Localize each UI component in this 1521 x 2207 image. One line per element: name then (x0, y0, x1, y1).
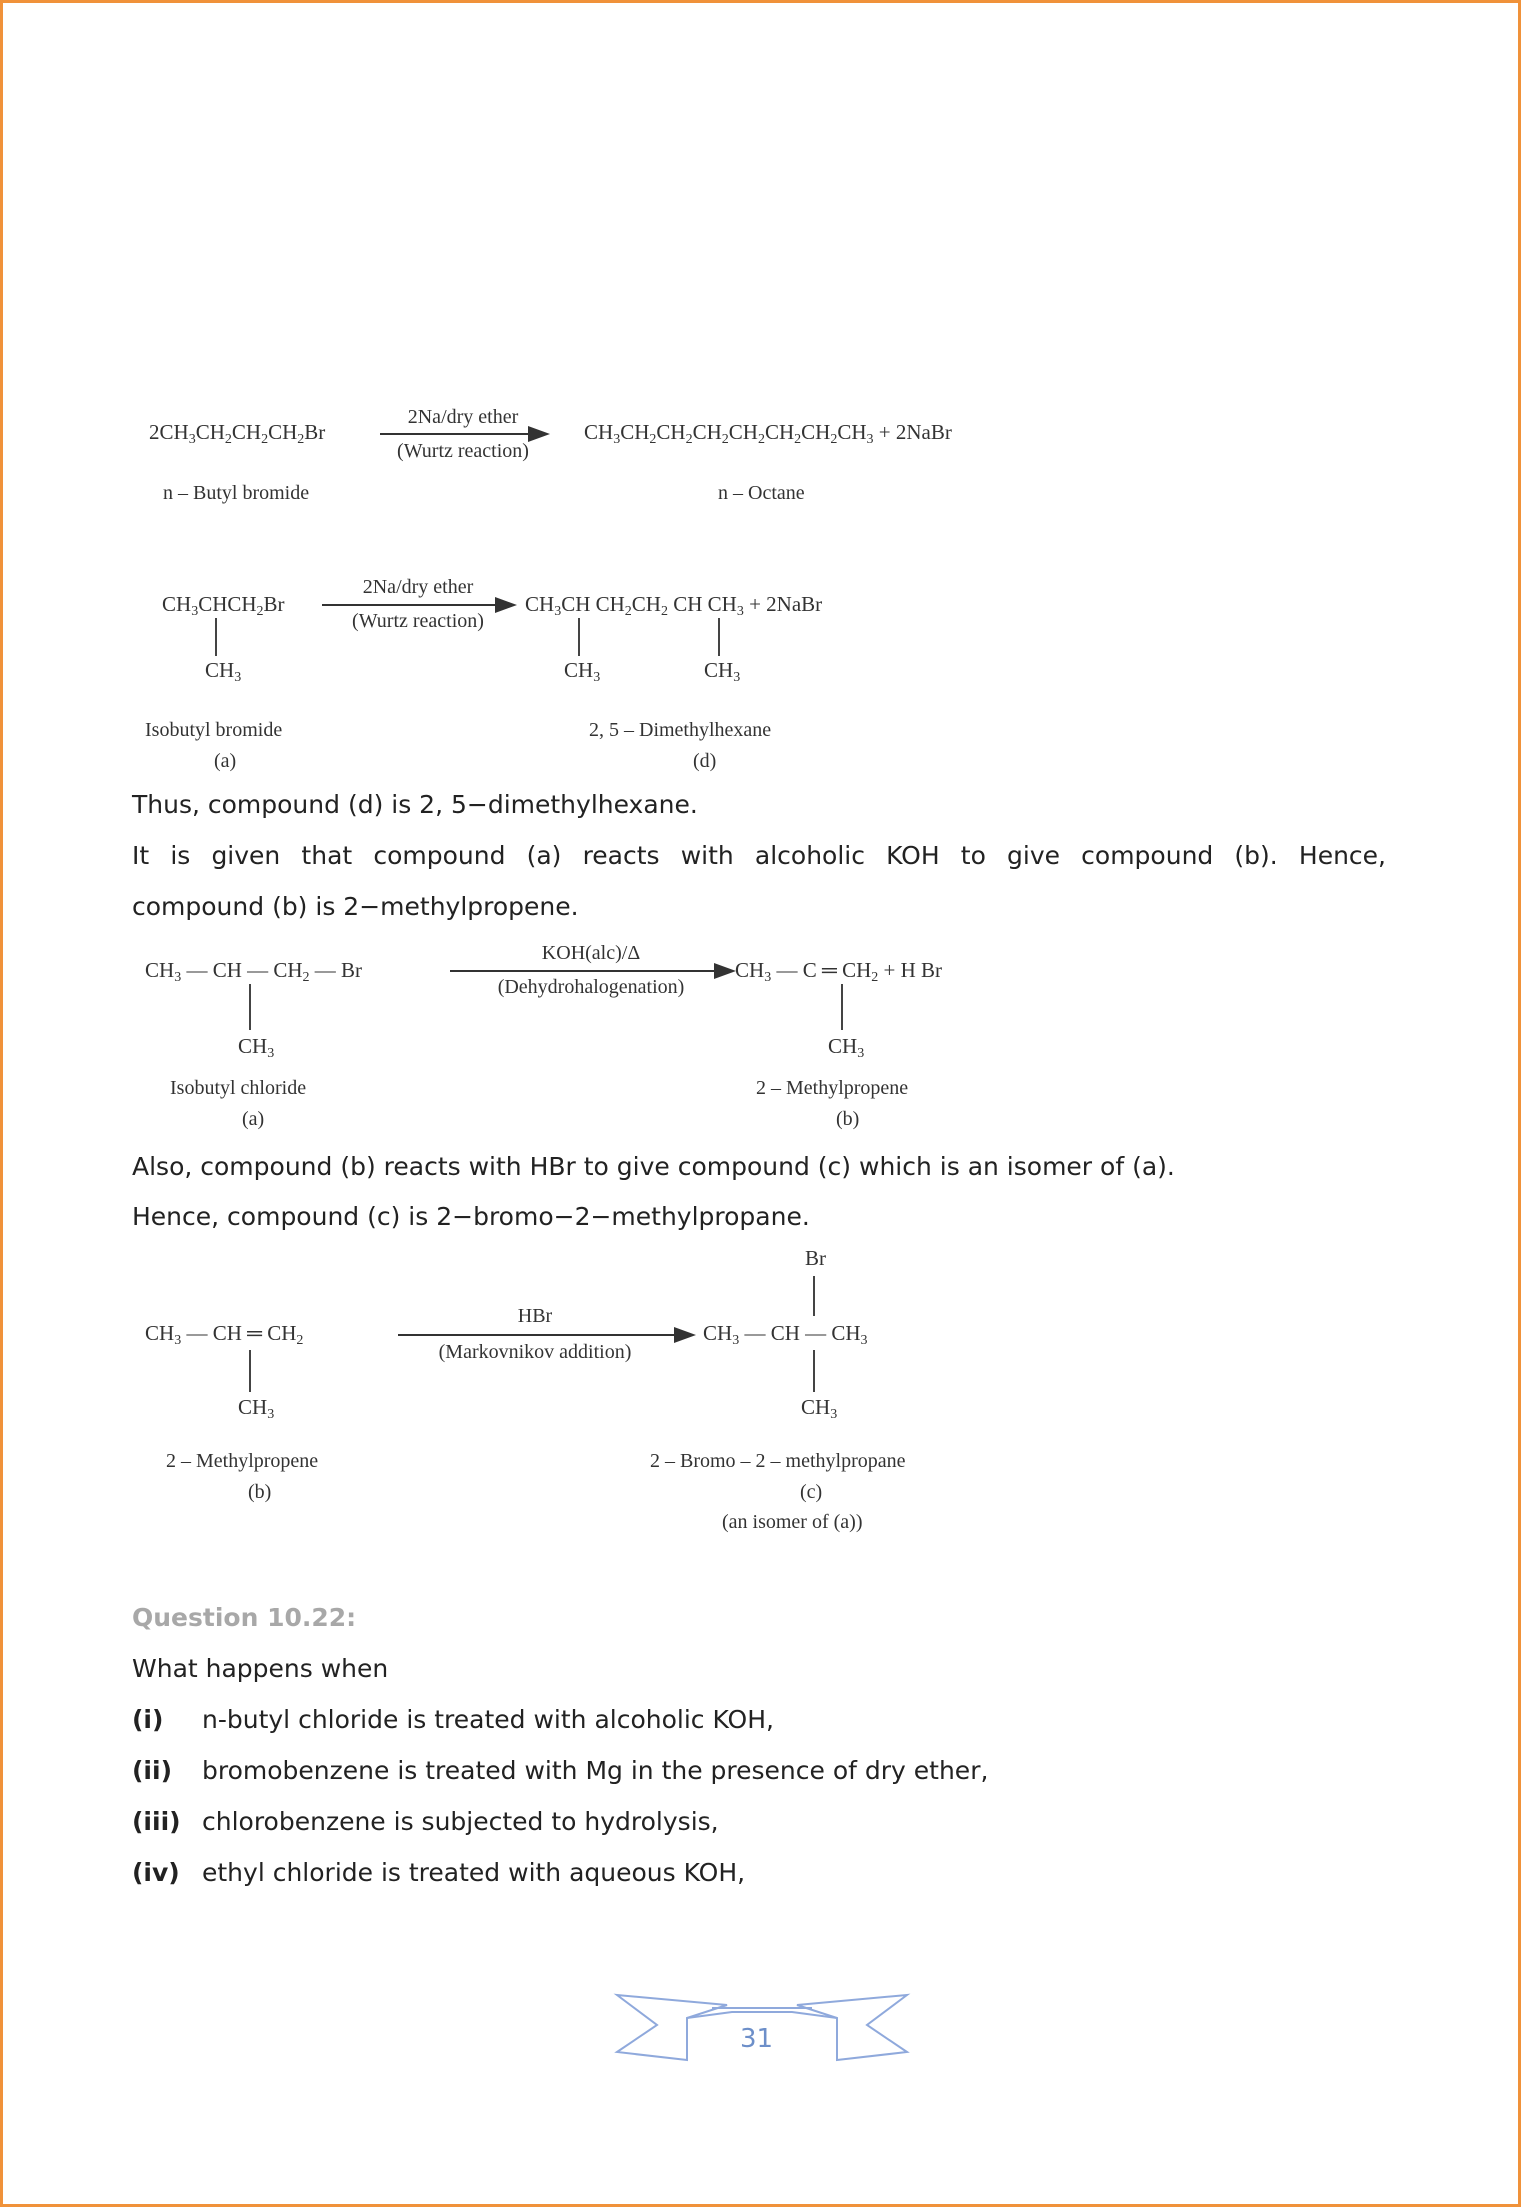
reactant-formula: $CH_3CHCH_2Br$ (162, 592, 285, 619)
item-text: ethyl chloride is treated with aqueous KOH, (202, 1858, 746, 1887)
product-name: 2 – Bromo – 2 – methylpropane (650, 1450, 906, 1472)
product-branch: $CH_3$ (801, 1395, 838, 1422)
product-tag: (c) (800, 1481, 823, 1503)
reaction-arrow (398, 1334, 692, 1336)
item-text: chlorobenzene is subjected to hydrolysis, (202, 1807, 719, 1836)
condition-above: 2Na/dry ether (407, 406, 519, 428)
reaction-arrow (380, 433, 546, 435)
reactant-formula: $2CH_3CH_2CH_2CH_2Br$ (149, 420, 326, 447)
product-tag: (d) (693, 750, 717, 772)
reactant-name: 2 – Methylpropene (166, 1450, 319, 1472)
reactant-tag: (a) (214, 750, 237, 772)
item-text: bromobenzene is treated with Mg in the presence of dry ether, (202, 1756, 989, 1785)
reactant-branch: $CH_3$ (205, 658, 242, 685)
question-intro: What happens when (132, 1654, 389, 1683)
bond-line (718, 618, 720, 656)
question-item (132, 1756, 988, 1785)
product-formula: $CH_3$ — CH — $CH_3$ (703, 1321, 868, 1348)
product-formula: $CH_3CH$ $CH_2CH_2$ CH $CH_3$ + 2NaBr (525, 592, 823, 619)
condition-above: 2Na/dry ether (362, 576, 474, 598)
reactant-tag: (b) (248, 1481, 272, 1503)
product-branch-1: $CH_3$ (564, 658, 601, 685)
condition-below: (Markovnikov addition) (438, 1341, 632, 1363)
bond-line (841, 984, 843, 1030)
bond-line (249, 1350, 251, 1392)
reactant-name: Isobutyl bromide (145, 719, 283, 741)
product-branch: $CH_3$ (828, 1034, 865, 1061)
product-note: (an isomer of (a)) (722, 1511, 863, 1533)
bond-line (249, 984, 251, 1030)
question-title: Question 10.22: (132, 1603, 357, 1632)
reactant-name: n – Butyl bromide (163, 482, 310, 504)
reactant-tag: (a) (242, 1108, 265, 1130)
question-item (132, 1807, 719, 1836)
product-tag: (b) (836, 1108, 860, 1130)
reactant-branch: $CH_3$ (238, 1034, 275, 1061)
paragraph: It is given that compound (a) reacts with alcoholic KOH to give compound (b). Hence, (132, 841, 1386, 870)
item-text: n-butyl chloride is treated with alcoholic KOH, (202, 1705, 774, 1734)
question-item (132, 1858, 745, 1887)
paragraph: Hence, compound (c) is 2−bromo−2−methylpropane. (132, 1202, 810, 1231)
reactant-formula: $CH_3$ — CH — $CH_2$ — Br (145, 958, 363, 985)
paragraph: Thus, compound (d) is 2, 5−dimethylhexane. (132, 790, 698, 819)
product-name: n – Octane (718, 482, 805, 504)
item-number: (iii) (132, 1807, 181, 1836)
condition-below: (Wurtz reaction) (397, 440, 529, 462)
paragraph: compound (b) is 2−methylpropene. (132, 892, 579, 921)
reactant-name: Isobutyl chloride (170, 1077, 307, 1099)
item-number: (ii) (132, 1756, 172, 1785)
reaction-arrow (322, 604, 513, 606)
product-name: 2 – Methylpropene (756, 1077, 909, 1099)
product-branch-2: $CH_3$ (704, 658, 741, 685)
question-item (132, 1705, 774, 1734)
paragraph: Also, compound (b) reacts with HBr to give compound (c) which is an isomer of (a). (132, 1152, 1175, 1181)
condition-above: KOH(alc)/Δ (541, 942, 641, 964)
product-formula: $CH_3$ — C ═ $CH_2 + H$ Br (735, 958, 943, 985)
product-formula: $CH_3CH_2CH_2CH_2CH_2CH_2CH_2CH_3$ + 2NaBr (584, 420, 952, 447)
condition-below: (Dehydrohalogenation) (497, 976, 685, 998)
page-number: 31 (740, 2024, 774, 2054)
product-top: Br (805, 1246, 826, 1270)
item-number: (iv) (132, 1858, 180, 1887)
reaction-arrow (450, 970, 732, 972)
bond-line (813, 1276, 815, 1316)
bond-line (813, 1350, 815, 1392)
bond-line (578, 618, 580, 656)
reactant-formula: $CH_3$ — CH ═ $CH_2$ (145, 1321, 304, 1348)
condition-below: (Wurtz reaction) (352, 610, 484, 632)
condition-above: HBr (517, 1305, 553, 1327)
bond-line (215, 618, 217, 656)
product-name: 2, 5 – Dimethylhexane (589, 719, 772, 741)
reactant-branch: $CH_3$ (238, 1395, 275, 1422)
item-number: (i) (132, 1705, 164, 1734)
